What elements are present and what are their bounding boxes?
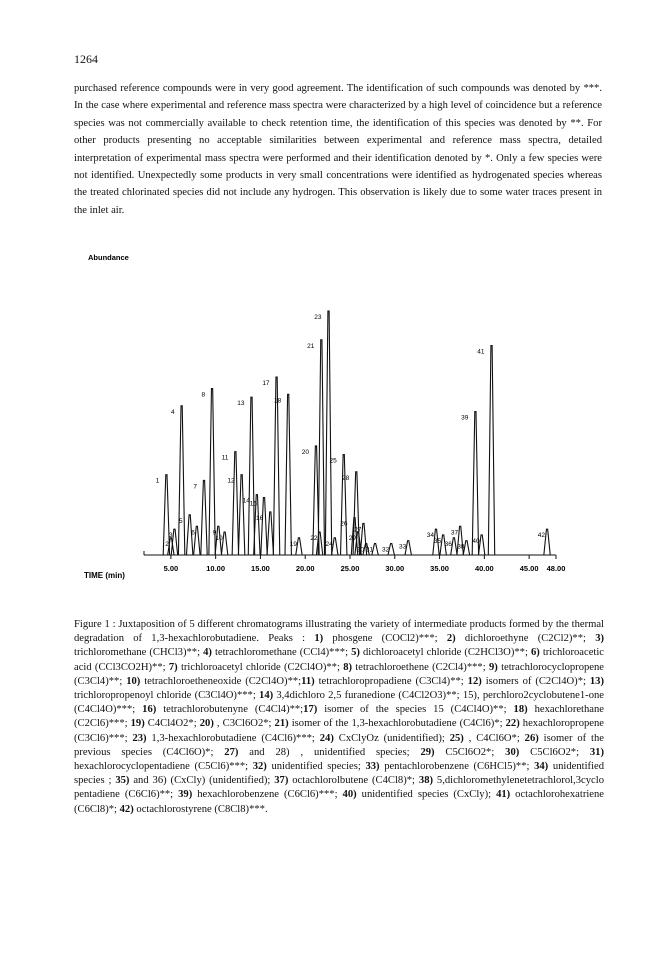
caption-peak-description: pentachlorobenzene (C6HCl5)**; [379,761,535,773]
peak-label: 36 [444,540,452,548]
peak-label: 5 [179,517,183,525]
peak-23 [325,311,331,555]
caption-peak-number: 14) [259,690,274,702]
caption-peak-number: 25) [449,732,464,744]
peak-25 [341,455,347,555]
caption-peak-description: hexachlorethane (C2Cl6)***; [74,704,605,730]
peak-41 [488,345,494,555]
caption-peak-number: 11) [301,675,315,687]
x-tick-label: 15.00 [251,564,270,573]
caption-peak-description: octachlorolbutene (C4Cl8)*; [288,775,419,787]
peak-label: 10 [215,535,223,543]
caption-peak-description: unidentified species ; [74,761,605,787]
peak-label: 32 [381,546,390,554]
chromatogram-chart [74,250,574,590]
caption-peak-number: 31) [589,746,604,758]
caption-peak-description: unidentified species; [266,761,366,773]
caption-peak-description: tetrachloromethane (CCl4)***; [211,647,352,659]
caption-peak-number: 4) [203,647,212,659]
caption-peak-description: hexachlorocyclopentadiene (C5Cl6)***; [74,761,253,773]
caption-peak-number: 24) [319,732,334,744]
caption-peak-number: 10) [126,675,141,687]
peak-label: 31 [365,546,374,554]
caption-peak-number: 17) [303,704,318,716]
x-tick-label: 20.00 [295,564,315,573]
peak-label: 35 [433,537,442,545]
peak-label: 39 [461,414,469,422]
peak-18 [285,394,291,555]
caption-peak-description: isomer of the species 15 (C4Cl4O)**; [317,704,514,716]
caption-peak-number: 30) [505,746,520,758]
caption-peak-description: , C3Cl6O2*; [213,718,275,730]
x-tick-label: 30.00 [385,564,405,573]
caption-peak-description: and 28) , unidentified species; [238,746,421,758]
peak-label: 8 [201,391,206,399]
caption-peak-description: unidentified species (CxCly); [356,789,497,801]
caption-peak-description: C5Cl6O2*; [519,746,590,758]
caption-peak-description: isomer of the 1,3-hexachlorobutadiene (C4Cl6)*; [288,718,506,730]
peak-label: 7 [193,483,198,491]
peak-label: 40 [472,537,480,545]
page-number: 1264 [74,52,98,66]
caption-peak-description: octachlorohexatriene (C6Cl8)*; [74,789,604,815]
caption-peak-number: 27) [224,746,239,758]
caption-peak-description: isomers of (C2Cl4O)*; [481,675,590,687]
caption-peak-description: dichloroethyne (C2Cl2)**; [455,633,596,645]
caption-peak-description: and 36) (CxCly) (unidentified); [129,775,275,787]
peak-label: 15 [249,500,258,508]
caption-peak-description: phosgene (COCl2)***; [323,633,447,645]
peak-label: 33 [398,543,407,551]
peak-label: 42 [537,532,546,540]
caption-peak-description: 3,4dichloro 2,5 furanedione (C4Cl2O3)**; 15), perchloro2cyclobutene1-one (C4Cl4O)***; [74,690,605,716]
caption-peak-number: 21) [274,718,289,730]
peak-label: 25 [329,457,337,465]
caption-peak-number: 18) [513,704,528,716]
caption-peak-number: 20) [199,718,214,730]
peak-7 [201,480,207,555]
intro-paragraph: purchased reference compounds were in very good agreement. The identification of such compounds was denoted by ***. In the case where experimental and reference mass spectra were characterized by a high level of coincidence but a reference species was not commercially available to check retention time, the identification of this species was denoted by **. For other products presenting no acceptable similarities between experimental and reference mass spectra, detailed interpretation of experimental mass spectra were performed and their identification denoted by *. Only a few species were not identified. Unexpectedly some products in very small concentrations were identified as hydrogenated species whereas the treated chlorinated species did not include any hydrogen. This observation is likely due to some water traces present in the inlet air. [74,83,602,216]
caption-peak-description: 1,3-hexachlorobutadiene (C4Cl6)***; [146,732,320,744]
caption-peak-number: 6) [530,647,540,659]
caption-peak-number: 32) [252,761,267,773]
caption-peak-number: 39) [178,789,193,801]
peak-label: 1 [155,477,160,485]
peak-label: 12 [227,477,235,485]
y-axis-label: Abundance [88,253,129,262]
peak-label: 29 [348,535,357,543]
peak-label: 27 [354,526,362,534]
x-tick-label: 10.00 [206,564,226,573]
caption-peak-description: tetrachlorobutenyne (C4Cl4)**; [156,704,304,716]
chromatogram-figure [74,250,574,590]
x-tick-label: 45.00 [519,564,539,573]
peak-11 [232,452,238,555]
caption-peak-description: trichloropropenoyl chloride (C3Cl4O)***; [74,690,260,702]
caption-peak-description: tetrachlorocyclopropene (C3Cl4)**; [74,661,605,687]
peak-15 [261,498,267,555]
caption-peak-number: 3) [595,633,605,645]
peak-label: 6 [191,529,195,537]
peak-label: 16 [256,514,264,522]
peak-label: 38 [457,543,465,551]
x-tick-label: 35.00 [430,564,449,573]
peak-label: 20 [301,448,309,456]
caption-peak-description: dichloroacetyl chloride (C2HCl3O)**; [359,647,531,659]
caption-peak-description: octachlorostyrene (C8Cl8)***. [133,803,268,815]
caption-peak-number: 7) [168,661,178,673]
peak-label: 18 [273,397,282,405]
peak-label: 21 [307,342,315,350]
peak-label: 11 [221,454,229,462]
caption-peak-number: 5) [351,647,360,659]
caption-peak-description: trichloroacetic acid (CCl3CO2H)**; [74,647,604,673]
x-tick-label: 40.00 [474,564,494,573]
caption-peak-number: 38) [418,775,434,787]
caption-peak-number: 26) [524,732,539,744]
caption-peak-description: hexachlorobenzene (C6Cl6)***; [192,789,343,801]
caption-peak-description: C5Cl6O2*; [434,746,506,758]
peak-13 [248,397,254,555]
peak-label: 30 [356,546,365,554]
peak-label: 14 [242,497,250,505]
peak-label: 37 [450,529,459,537]
x-tick-label: 5.00 [163,564,179,573]
x-tick-label: 48.00 [546,564,566,573]
caption-peak-description: tetrachloroetheneoxide (C2Cl4O)**; [140,675,302,687]
caption-peak-description: tetrachloropropadiene (C3Cl4)**; [314,675,468,687]
peak-label: 2 [165,540,169,548]
peak-label: 17 [262,380,270,388]
caption-peak-number: 23) [132,732,147,744]
caption-lead: Figure 1 : Juxtaposition of 5 different chromatograms illustrating the variety of intermediate products formed by the thermal degradation of 1,3-hexachlorobutadiene. Peaks : [74,619,604,645]
caption-peak-number: 22) [505,718,520,730]
peak-label: 34 [426,532,434,540]
caption-peak-number: 35) [115,775,130,787]
peak-21 [318,340,324,555]
peak-label: 3 [168,532,173,540]
peak-label: 28 [342,474,350,482]
peak-label: 13 [237,400,245,408]
caption-peak-number: 9) [488,661,498,673]
caption-peak-description: trichloroacetyl chloride (C2Cl4O)**; [177,661,344,673]
peak-label: 41 [477,348,485,356]
caption-peak-number: 12) [467,675,482,687]
peak-label: 24 [325,540,333,548]
caption-peak-description: isomer of the previous species (C4Cl6O)*; [74,732,604,758]
peak-4 [178,406,184,555]
x-axis-label: TIME (min) [84,571,125,580]
peak-label: 19 [289,540,297,548]
caption-peak-description: C4Cl4O2*; [144,718,200,730]
caption-items [74,633,604,814]
peak-label: 9 [212,529,217,537]
caption-peak-number: 40) [342,789,357,801]
caption-peak-description: 5,dichloromethylenetetrachlorol,3cyclo pentadiene (C6Cl6)**; [74,775,604,801]
figure-caption [74,618,604,817]
caption-peak-number: 29) [420,746,435,758]
caption-peak-number: 34) [534,761,549,773]
peak-16 [267,512,273,555]
caption-peak-number: 41) [496,789,511,801]
peak-39 [472,412,478,556]
caption-peak-number: 19) [130,718,145,730]
caption-peak-number: 2) [446,633,456,645]
caption-peak-number: 42) [119,803,134,815]
caption-peak-number: 33) [365,761,380,773]
peak-label: 4 [170,408,175,416]
caption-peak-description: CxClyOz (unidentified); [333,732,450,744]
caption-peak-number: 13) [589,675,604,687]
caption-peak-description: hexachloropropene (C3Cl6)***; [74,718,604,744]
peak-label: 26 [340,520,348,528]
caption-peak-number: 8) [343,661,353,673]
caption-peak-description: trichloromethane (CHCl3)**; [74,647,204,659]
peak-12 [238,475,244,555]
peak-label: 23 [314,314,322,322]
peak-label: 22 [310,535,318,543]
x-tick-label: 25.00 [340,564,360,573]
caption-peak-number: 37) [274,775,289,787]
caption-peak-number: 16) [142,704,157,716]
caption-peak-number: 1) [314,633,324,645]
caption-peak-description: , C4Cl6O*; [463,732,525,744]
caption-peak-description: tetrachloroethene (C2Cl4)***; [352,661,489,673]
